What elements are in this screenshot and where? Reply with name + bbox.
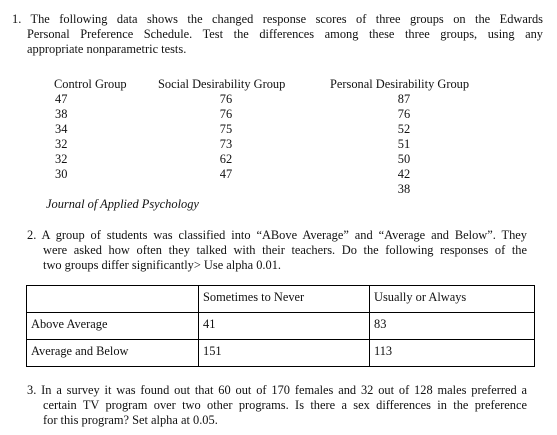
control-group-value: 47 [55, 92, 68, 106]
personal-desirability-value: 76 [397, 107, 411, 121]
personal-desirability-value: 50 [397, 152, 411, 166]
question-1-text-line-2: Personal Preference Schedule. Test the differences among these three groups, using any [27, 27, 543, 41]
control-group-value: 34 [55, 122, 68, 136]
control-group-header: Control Group [54, 77, 127, 91]
question-1-text-line-3: appropriate nonparametric tests. [27, 42, 187, 56]
table-cell: 113 [370, 340, 535, 367]
social-desirability-value: 76 [219, 107, 233, 121]
table-row-label: Average and Below [27, 340, 199, 367]
social-desirability-value: 75 [219, 122, 233, 136]
question-3-text-line-3: for this program? Set alpha at 0.05. [43, 413, 218, 427]
table-cell: 83 [370, 313, 535, 340]
social-desirability-value: 76 [219, 92, 233, 106]
personal-desirability-value: 52 [397, 122, 411, 136]
question-3-text-line-2: certain TV program over two other programs. Is there a sex differences in the preference [43, 398, 527, 412]
control-group-column [54, 77, 127, 182]
social-desirability-header: Social Desirability Group [158, 77, 286, 91]
personal-desirability-value: 87 [397, 92, 411, 106]
frequency-table [26, 285, 535, 367]
table-row-label: Above Average [27, 313, 199, 340]
table-cell: 151 [199, 340, 370, 367]
table-row [27, 313, 535, 340]
personal-desirability-header: Personal Desirability Group [330, 77, 470, 91]
personal-desirability-column [330, 77, 478, 197]
personal-desirability-value: 51 [397, 137, 411, 151]
table-row [27, 340, 535, 367]
question-3-text-line-1: 3. In a survey it was found out that 60 out of 170 females and 32 out of 128 males preferred a [27, 383, 527, 397]
question-2-text-line-1: 2. A group of students was classified into “ABove Average” and “Average and Below”. They [27, 228, 527, 242]
table-cell: 41 [199, 313, 370, 340]
social-desirability-column [158, 77, 294, 182]
question-2-text-line-2: were asked how often they talked with their teachers. Do the following responses of the [43, 243, 527, 257]
personal-desirability-value: 38 [397, 182, 411, 196]
table-header-cell: Usually or Always [370, 286, 535, 313]
control-group-value: 32 [55, 152, 68, 166]
question-1-text-line-1: 1. The following data shows the changed response scores of three groups on the Edwards [12, 12, 543, 26]
table-header-cell [27, 286, 199, 313]
social-desirability-value: 47 [219, 167, 233, 181]
question-2-text-line-3: two groups differ significantly> Use alpha 0.01. [43, 258, 282, 272]
social-desirability-value: 73 [219, 137, 233, 151]
social-desirability-value: 62 [219, 152, 233, 166]
control-group-value: 38 [55, 107, 68, 121]
control-group-value: 32 [55, 137, 68, 151]
table-header-cell: Sometimes to Never [199, 286, 370, 313]
source-citation: Journal of Applied Psychology [46, 197, 199, 211]
table-header-row [27, 286, 535, 313]
personal-desirability-value: 42 [397, 167, 411, 181]
control-group-value: 30 [55, 167, 68, 181]
